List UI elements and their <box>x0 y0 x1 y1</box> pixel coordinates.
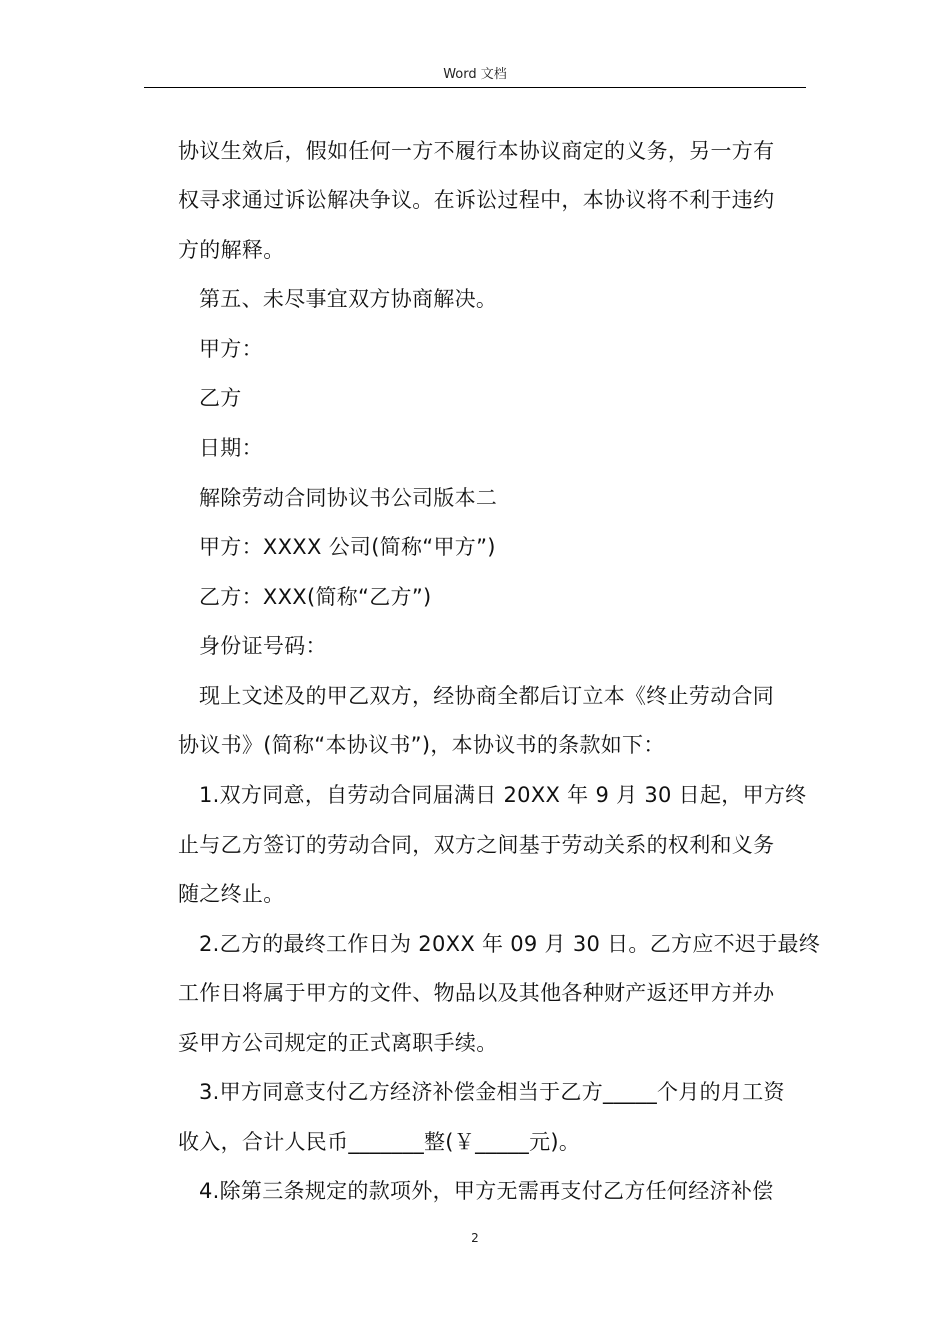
body-line: 甲方：XXXX 公司(简称“甲方”) <box>199 535 496 559</box>
body-line: 日期： <box>199 436 263 460</box>
body-line: 解除劳动合同协议书公司版本二 <box>199 486 498 510</box>
body-line: 协议生效后，假如任何一方不履行本协议商定的义务，另一方有 <box>178 139 775 163</box>
body-line: 第五、未尽事宜双方协商解决。 <box>199 287 498 311</box>
body-line: 乙方：XXX(简称“乙方”) <box>199 585 432 609</box>
body-line: 1.双方同意，自劳动合同届满日 20XX 年 9 月 30 日起，甲方终 <box>199 783 807 807</box>
header-title: Word 文档 <box>443 67 507 82</box>
body-line: 身份证号码： <box>199 634 327 658</box>
body-line: 止与乙方签订的劳动合同，双方之间基于劳动关系的权利和义务 <box>178 833 775 857</box>
body-line: 协议书》(简称“本协议书”)，本协议书的条款如下： <box>178 733 665 757</box>
body-line: 甲方： <box>199 337 263 361</box>
body-line: 妥甲方公司规定的正式离职手续。 <box>178 1031 498 1055</box>
body-line: 乙方 <box>199 386 242 410</box>
body-line: 2.乙方的最终工作日为 20XX 年 09 月 30 日。乙方应不迟于最终 <box>199 932 821 956</box>
body-line: 收入，合计人民币_______整(￥_____元)。 <box>178 1130 581 1154</box>
body-line: 随之终止。 <box>178 882 285 906</box>
header-divider <box>144 87 806 88</box>
body-line: 方的解释。 <box>178 238 285 262</box>
body-line: 权寻求通过诉讼解决争议。在诉讼过程中，本协议将不利于违约 <box>178 188 775 212</box>
page-number: 2 <box>471 1231 479 1245</box>
body-line: 4.除第三条规定的款项外，甲方无需再支付乙方任何经济补偿 <box>199 1179 774 1203</box>
body-line: 现上文述及的甲乙双方，经协商全都后订立本《终止劳动合同 <box>199 684 775 708</box>
body-line: 3.甲方同意支付乙方经济补偿金相当于乙方_____个月的月工资 <box>199 1080 785 1104</box>
body-line: 工作日将属于甲方的文件、物品以及其他各种财产返还甲方并办 <box>178 981 775 1005</box>
